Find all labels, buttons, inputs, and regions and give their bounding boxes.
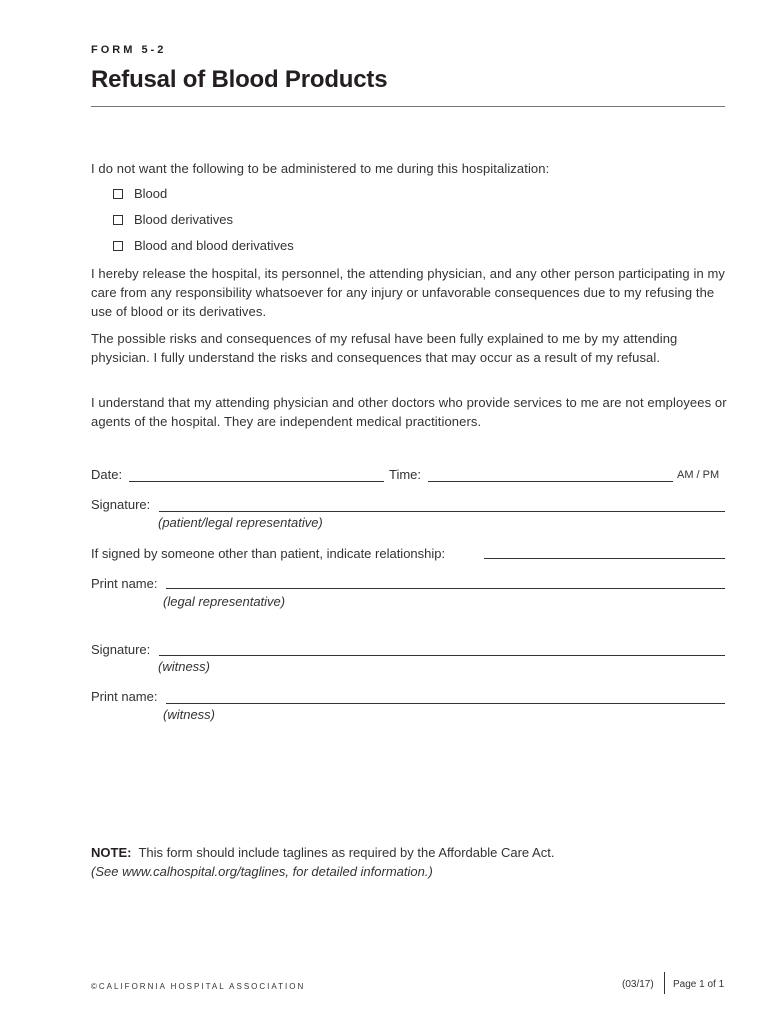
note-text: This form should include taglines as required by the Affordable Care Act.	[138, 845, 555, 860]
date-label: Date:	[91, 467, 123, 482]
footer-revision: (03/17)	[622, 979, 654, 990]
option-blood-and-derivatives[interactable]	[113, 238, 294, 253]
witness-print-name-label: Print name:	[91, 689, 158, 704]
witness-print-name-caption: (witness)	[163, 707, 216, 722]
witness-signature-caption: (witness)	[158, 659, 211, 674]
time-label: Time:	[389, 467, 422, 482]
time-field[interactable]	[428, 481, 673, 482]
witness-signature-label: Signature:	[91, 642, 151, 657]
witness-signature-field[interactable]	[159, 655, 725, 656]
checkbox-icon[interactable]	[113, 215, 123, 225]
option-blood[interactable]	[113, 186, 167, 201]
release-paragraph: I hereby release the hospital, its personnel, the attending physician, and any other person participating in my care from any responsibility whatsoever for any injury or unfavorable consequences due to my refusing the use of blood or its derivatives.	[91, 266, 726, 319]
form-number: FORM 5-2	[91, 44, 167, 56]
relationship-field[interactable]	[484, 558, 725, 559]
option-label: Blood	[134, 186, 168, 201]
print-name-label: Print name:	[91, 576, 158, 591]
note-block	[91, 843, 554, 881]
intro-text: I do not want the following to be administered to me during this hospitalization:	[91, 161, 550, 176]
title-divider	[91, 106, 725, 107]
date-field[interactable]	[129, 481, 384, 482]
signature-label: Signature:	[91, 497, 151, 512]
witness-print-name-field[interactable]	[166, 703, 725, 704]
footer-divider	[664, 972, 665, 994]
footer-page-number: Page 1 of 1	[673, 979, 725, 990]
relationship-label: If signed by someone other than patient, indicate relationship:	[91, 546, 446, 561]
print-name-field[interactable]	[166, 588, 725, 589]
am-pm-label: AM / PM	[677, 469, 720, 481]
option-label: Blood and blood derivatives	[134, 238, 294, 253]
option-label: Blood derivatives	[134, 212, 233, 227]
checkbox-icon[interactable]	[113, 189, 123, 199]
note-label: NOTE:	[91, 845, 132, 860]
signature-caption: (patient/legal representative)	[158, 515, 323, 530]
independent-practitioners-paragraph: I understand that my attending physician and other doctors who provide services to me are not employees or agents of the hospital. They are independent medical practitioners.	[91, 395, 727, 429]
print-name-caption: (legal representative)	[163, 594, 286, 609]
page-title: Refusal of Blood Products	[91, 66, 388, 93]
patient-signature-field[interactable]	[159, 511, 725, 512]
risks-paragraph: The possible risks and consequences of my refusal have been fully explained to me by my attending physician. I fully understand the risks and consequences that may occur as a result of my refusal.	[91, 331, 678, 365]
note-reference: (See www.calhospital.org/taglines, for detailed information.)	[91, 864, 433, 879]
footer-copyright: ©CALIFORNIA HOSPITAL ASSOCIATION	[91, 982, 306, 991]
checkbox-icon[interactable]	[113, 241, 123, 251]
option-blood-derivatives[interactable]	[113, 212, 233, 227]
